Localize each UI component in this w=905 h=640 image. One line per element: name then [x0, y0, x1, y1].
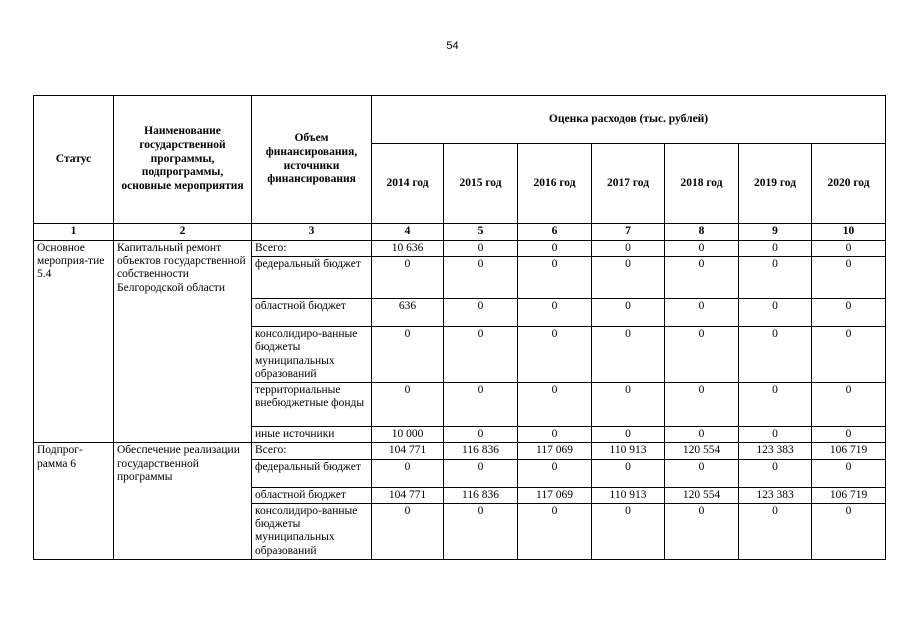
- value-cell: 106 719: [812, 487, 886, 503]
- value-cell: 636: [372, 299, 444, 327]
- value-cell: 0: [812, 327, 886, 383]
- header-status: Статус: [34, 96, 114, 224]
- value-cell: 0: [592, 327, 665, 383]
- value-cell: 0: [592, 241, 665, 257]
- value-cell: 0: [592, 503, 665, 559]
- value-cell: 0: [372, 383, 444, 427]
- value-cell: 0: [372, 503, 444, 559]
- column-number: 8: [665, 224, 739, 241]
- column-number: 9: [739, 224, 812, 241]
- column-number: 2: [114, 224, 252, 241]
- value-cell: 110 913: [592, 443, 665, 459]
- table-row: [34, 443, 886, 459]
- value-cell: 120 554: [665, 443, 739, 459]
- value-cell: 0: [444, 257, 518, 299]
- column-number: 1: [34, 224, 114, 241]
- value-cell: 0: [592, 427, 665, 443]
- funding-source-cell: Всего:: [252, 443, 372, 459]
- value-cell: 0: [444, 427, 518, 443]
- value-cell: 0: [812, 257, 886, 299]
- value-cell: 0: [665, 459, 739, 487]
- funding-source-cell: федеральный бюджет: [252, 257, 372, 299]
- value-cell: 0: [592, 257, 665, 299]
- value-cell: 0: [372, 459, 444, 487]
- value-cell: 117 069: [518, 443, 592, 459]
- funding-source-cell: консолидиро-ванные бюджеты муниципальных образований: [252, 503, 372, 559]
- column-number: 6: [518, 224, 592, 241]
- value-cell: 0: [812, 241, 886, 257]
- funding-source-cell: территориальные внебюджетные фонды: [252, 383, 372, 427]
- value-cell: 0: [372, 327, 444, 383]
- column-number: 7: [592, 224, 665, 241]
- value-cell: 0: [518, 383, 592, 427]
- value-cell: 0: [444, 383, 518, 427]
- value-cell: 0: [812, 427, 886, 443]
- value-cell: 0: [518, 459, 592, 487]
- value-cell: 116 836: [444, 443, 518, 459]
- value-cell: 10 000: [372, 427, 444, 443]
- column-number: 4: [372, 224, 444, 241]
- funding-source-cell: консолидиро-ванные бюджеты муниципальных образований: [252, 327, 372, 383]
- funding-source-cell: федеральный бюджет: [252, 459, 372, 487]
- value-cell: 0: [665, 299, 739, 327]
- column-number: 5: [444, 224, 518, 241]
- header-year: 2017 год: [592, 144, 665, 224]
- value-cell: 0: [518, 503, 592, 559]
- value-cell: 0: [739, 257, 812, 299]
- funding-source-cell: иные источники: [252, 427, 372, 443]
- status-cell: Подпрог-рамма 6: [34, 443, 114, 559]
- value-cell: 0: [665, 327, 739, 383]
- value-cell: 0: [444, 459, 518, 487]
- value-cell: 120 554: [665, 487, 739, 503]
- value-cell: 0: [812, 383, 886, 427]
- header-name: Наименование государственной программы, подпрограммы, основные мероприятия: [114, 96, 252, 224]
- program-name-cell: Капитальный ремонт объектов государственной собственности Белгородской области: [114, 241, 252, 443]
- funding-source-cell: областной бюджет: [252, 299, 372, 327]
- value-cell: 0: [444, 241, 518, 257]
- column-number: 10: [812, 224, 886, 241]
- funding-source-cell: Всего:: [252, 241, 372, 257]
- header-year: 2018 год: [665, 144, 739, 224]
- value-cell: 0: [739, 459, 812, 487]
- header-year: 2015 год: [444, 144, 518, 224]
- value-cell: 104 771: [372, 487, 444, 503]
- value-cell: 0: [665, 427, 739, 443]
- page-number: 54: [446, 40, 459, 52]
- header-year: 2020 год: [812, 144, 886, 224]
- value-cell: 0: [518, 257, 592, 299]
- value-cell: 0: [739, 383, 812, 427]
- value-cell: 0: [444, 327, 518, 383]
- value-cell: 0: [665, 503, 739, 559]
- value-cell: 123 383: [739, 487, 812, 503]
- value-cell: 0: [444, 299, 518, 327]
- value-cell: 0: [518, 327, 592, 383]
- value-cell: 106 719: [812, 443, 886, 459]
- value-cell: 10 636: [372, 241, 444, 257]
- table-row: [34, 241, 886, 257]
- value-cell: 0: [518, 299, 592, 327]
- header-expenses: Оценка расходов (тыс. рублей): [372, 96, 886, 144]
- value-cell: 104 771: [372, 443, 444, 459]
- value-cell: 0: [665, 241, 739, 257]
- value-cell: 0: [739, 241, 812, 257]
- header-year: 2016 год: [518, 144, 592, 224]
- value-cell: 0: [592, 299, 665, 327]
- header-year: 2019 год: [739, 144, 812, 224]
- value-cell: 123 383: [739, 443, 812, 459]
- value-cell: 0: [518, 241, 592, 257]
- value-cell: 0: [665, 257, 739, 299]
- value-cell: 110 913: [592, 487, 665, 503]
- funding-source-cell: областной бюджет: [252, 487, 372, 503]
- value-cell: 0: [739, 427, 812, 443]
- value-cell: 116 836: [444, 487, 518, 503]
- value-cell: 0: [592, 383, 665, 427]
- value-cell: 0: [592, 459, 665, 487]
- value-cell: 0: [665, 383, 739, 427]
- value-cell: 0: [739, 299, 812, 327]
- value-cell: 0: [518, 427, 592, 443]
- value-cell: 0: [372, 257, 444, 299]
- value-cell: 117 069: [518, 487, 592, 503]
- value-cell: 0: [444, 503, 518, 559]
- value-cell: 0: [812, 299, 886, 327]
- column-number: 3: [252, 224, 372, 241]
- value-cell: 0: [739, 503, 812, 559]
- value-cell: 0: [812, 503, 886, 559]
- status-cell: Основное мероприя-тие 5.4: [34, 241, 114, 443]
- value-cell: 0: [812, 459, 886, 487]
- program-name-cell: Обеспечение реализации государственной программы: [114, 443, 252, 559]
- header-volume: Объем финансирования, источники финансирования: [252, 96, 372, 224]
- budget-table: [33, 95, 886, 560]
- value-cell: 0: [739, 327, 812, 383]
- header-year: 2014 год: [372, 144, 444, 224]
